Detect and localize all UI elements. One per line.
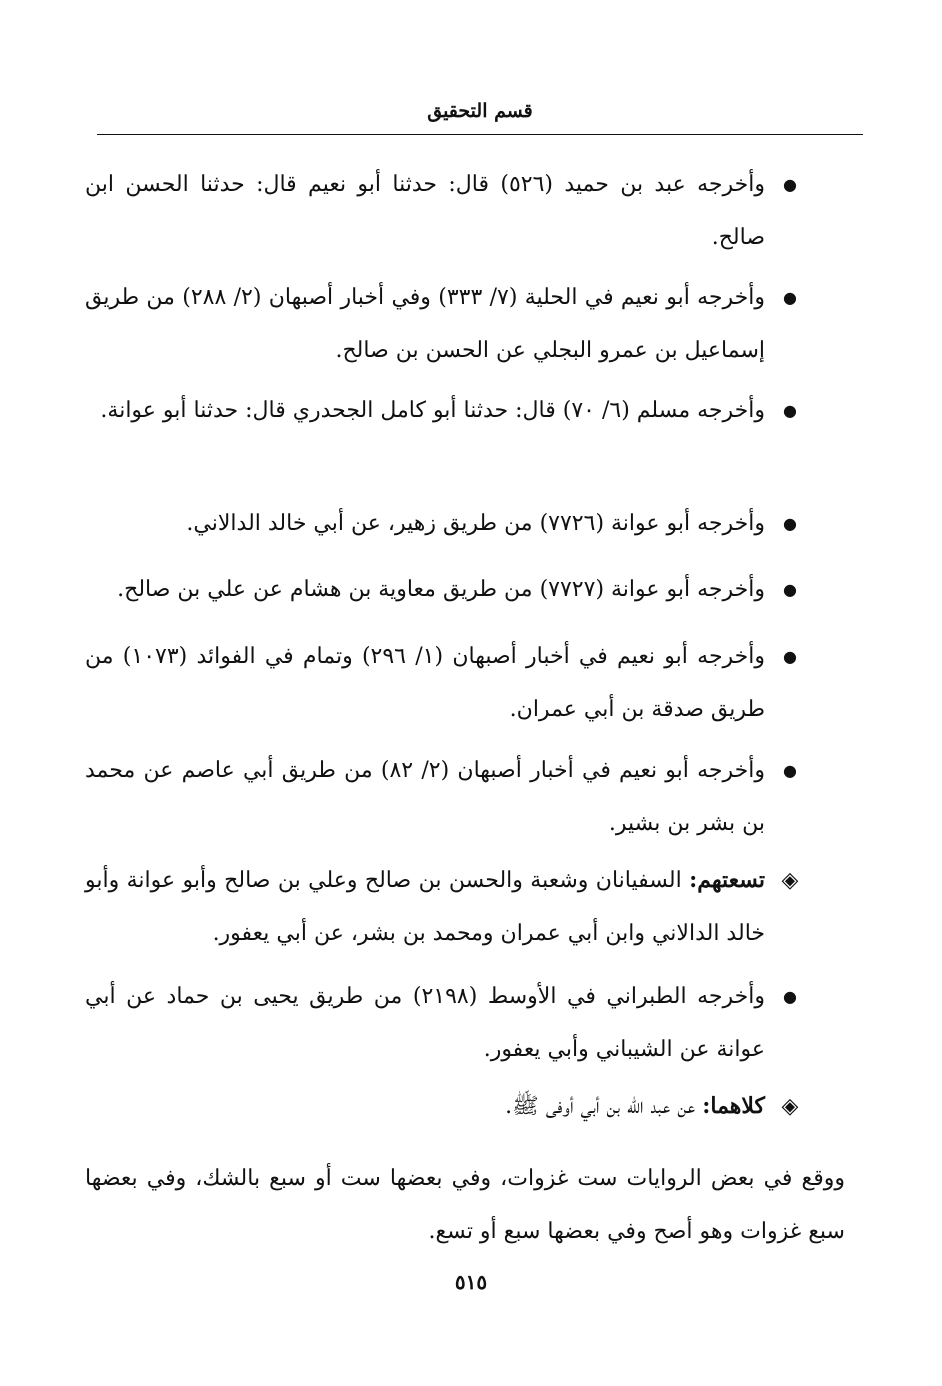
summary-entry bbox=[85, 854, 765, 960]
bullet-icon: ● bbox=[783, 580, 797, 599]
takhrij-entry bbox=[85, 630, 765, 736]
entry-text: وأخرجه مسلم (٦/ ٧٠) قال: حدثنا أبو كامل الجحدري قال: حدثنا أبو عوانة. bbox=[100, 398, 765, 423]
entry-text: السفيانان وشعبة والحسن بن صالح وعلي بن صالح وأبو عوانة وأبو خالد الدالاني وابن أبي عمران ومحمد بن بشر، عن أبي يعفور. bbox=[85, 868, 765, 946]
takhrij-entry bbox=[85, 497, 765, 550]
entry-text: وأخرجه أبو عوانة (٧٧٢٧) من طريق معاوية بن هشام عن علي بن صالح. bbox=[117, 577, 765, 602]
diamond-icon: ◈ bbox=[781, 867, 799, 893]
takhrij-entry bbox=[85, 384, 765, 437]
bullet-icon: ● bbox=[783, 647, 797, 666]
takhrij-entry bbox=[85, 744, 765, 850]
takhrij-entry bbox=[85, 271, 765, 377]
diamond-icon: ◈ bbox=[781, 1093, 799, 1119]
bullet-icon: ● bbox=[783, 761, 797, 780]
entry-text: وأخرجه أبو نعيم في الحلية (٧/ ٣٣٣) وفي أخبار أصبهان (٢/ ٢٨٨) من طريق إسماعيل بن عمرو البجلي عن الحسن بن صالح. bbox=[85, 285, 765, 363]
takhrij-entry bbox=[85, 970, 765, 1076]
entry-text: وأخرجه أبو نعيم في أخبار أصبهان (١/ ٢٩٦) وتمام في الفوائد (١٠٧٣) من طريق صدقة بن أبي عمران. bbox=[85, 644, 766, 722]
entry-lead: كلاهما: bbox=[702, 1093, 765, 1119]
bullet-icon: ● bbox=[783, 987, 797, 1006]
header-rule bbox=[97, 134, 863, 135]
takhrij-entry bbox=[85, 563, 765, 616]
summary-entry bbox=[85, 1080, 765, 1133]
entry-text: وأخرجه الطبراني في الأوسط (٢١٩٨) من طريق يحيى بن حماد عن أبي عوانة عن الشيباني وأبي يعفور. bbox=[85, 984, 765, 1062]
page-number: ٥١٥ bbox=[454, 1270, 488, 1294]
bullet-icon: ● bbox=[783, 514, 797, 533]
bullet-icon: ● bbox=[783, 401, 797, 420]
bullet-icon: ● bbox=[783, 175, 797, 194]
closing-paragraph: ووقع في بعض الروايات ست غزوات، وفي بعضها ست أو سبع بالشك، وفي بعضها سبع غزوات وهو أصح وفي بعضها سبع أو تسع. bbox=[85, 1166, 845, 1244]
entry-text: وأخرجه عبد بن حميد (٥٢٦) قال: حدثنا أبو نعيم قال: حدثنا الحسن ابن صالح. bbox=[85, 172, 765, 250]
entry-lead: تسعتهم: bbox=[689, 867, 765, 893]
entry-text: وأخرجه أبو نعيم في أخبار أصبهان (٢/ ٨٢) من طريق أبي عاصم عن محمد بن بشر بن بشير. bbox=[85, 758, 766, 836]
entry-text: عن عبد الله بن أبي أوفى ﷺ. bbox=[505, 1094, 703, 1119]
bullet-icon: ● bbox=[783, 288, 797, 307]
entry-text: وأخرجه أبو عوانة (٧٧٢٦) من طريق زهير، عن أبي خالد الدالاني. bbox=[186, 511, 765, 536]
takhrij-entry bbox=[85, 158, 765, 264]
running-title: قسم التحقيق bbox=[427, 100, 533, 122]
